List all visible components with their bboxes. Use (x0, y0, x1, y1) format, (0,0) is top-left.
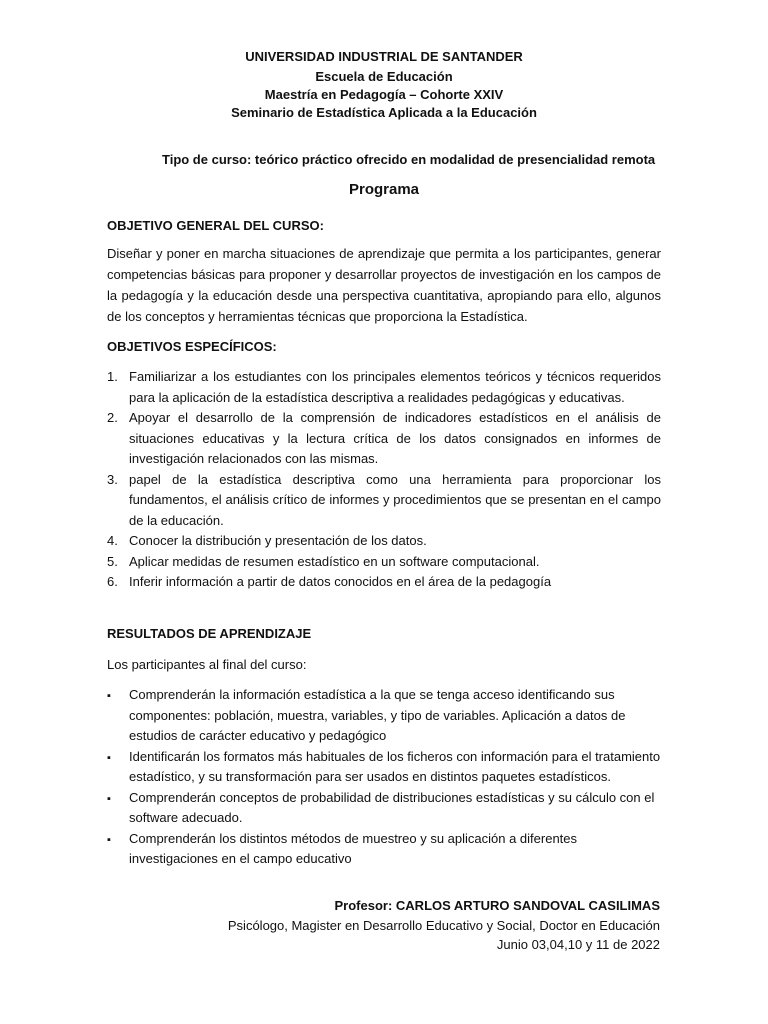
seminar-name: Seminario de Estadística Aplicada a la Educación (231, 105, 537, 120)
list-item-text: papel de la estadística descriptiva como una herramienta para proporcionar los fundamentos, el análisis crítico de informes y procedimientos que se presentan en el campo de la educación. (129, 471, 661, 528)
list-item-text: Comprenderán la información estadística a la que se tenga acceso identificando sus componentes: población, muestra, variables, y tipo de variables. Aplicación a datos de estudios de carácter educativo y pedagógico (129, 687, 626, 743)
professor-credentials: Psicólogo, Magister en Desarrollo Educativo y Social, Doctor en Educación (227, 917, 660, 933)
list-number: 2. (107, 410, 118, 425)
list-item (107, 367, 661, 408)
course-dates: Junio 03,04,10 y 11 de 2022 (496, 937, 660, 952)
list-item-text: Comprenderán los distintos métodos de muestreo y su aplicación a diferentes investigaciones en el campo educativo (129, 830, 578, 866)
program-name: Maestría en Pedagogía – Cohorte XXIV (264, 87, 504, 102)
list-item-text: Aplicar medidas de resumen estadístico en un software computacional. (129, 553, 540, 569)
list-number: 5. (107, 553, 118, 569)
document-header (0, 48, 768, 122)
program-title: Programa (348, 181, 420, 198)
list-number: 3. (107, 471, 118, 487)
list-item (107, 572, 661, 593)
specific-objectives-list (107, 367, 661, 593)
bullet-icon: ▪ (107, 833, 111, 846)
list-item (107, 408, 661, 470)
bullet-icon: ▪ (107, 690, 111, 702)
list-number: 6. (107, 574, 118, 589)
list-item (107, 829, 661, 870)
list-item-text: Apoyar el desarrollo de la comprensión de indicadores estadísticos en el análisis de situaciones educativas y la lectura crítica de los datos consignados en informes de investigación relacionados con las mismas. (129, 410, 661, 466)
list-item (107, 470, 661, 532)
learning-outcomes-heading: RESULTADOS DE APRENDIZAJE (107, 626, 312, 641)
general-objective-heading: OBJETIVO GENERAL DEL CURSO: (107, 218, 324, 233)
specific-objectives-heading: OBJETIVOS ESPECÍFICOS: (107, 339, 277, 354)
list-item-text: Comprenderán conceptos de probabilidad de distribuciones estadísticas y su cálculo con el software adecuado. (129, 789, 655, 825)
school-name: Escuela de Educación (315, 69, 453, 84)
list-number: 1. (107, 369, 118, 384)
learning-outcomes-intro: Los participantes al final del curso: (107, 657, 307, 672)
course-type: Tipo de curso: teórico práctico ofrecido en modalidad de presencialidad remota (162, 152, 656, 167)
list-item-text: Familiarizar a los estudiantes con los principales elementos teóricos y técnicos requeridos para la aplicación de la estadística descriptiva a realidades pedagógicas y educativas. (129, 369, 661, 405)
list-item (107, 685, 661, 747)
list-item (107, 788, 661, 829)
signature-block (228, 896, 660, 955)
list-item-text: Conocer la distribución y presentación de los datos. (129, 533, 427, 548)
list-number: 4. (107, 533, 118, 548)
professor-name: Profesor: CARLOS ARTURO SANDOVAL CASILIMAS (334, 898, 660, 913)
general-objective-text: Diseñar y poner en marcha situaciones de aprendizaje que permita a los participantes, generar competencias básicas para proponer y desarrollar proyectos de investigación en los campos de la pedagogía y la educación desde una perspectiva cuantitativa, apropiando para ello, algunos de los conceptos y herramientas técnicas que proporciona la Estadística. (107, 246, 661, 324)
list-item-text: Identificarán los formatos más habituales de los ficheros con información para el tratamiento estadístico, y su transformación para ser usados en distintos paquetes estadísticos. (129, 748, 661, 784)
learning-outcomes-list (107, 685, 661, 870)
bullet-icon: ▪ (107, 792, 111, 805)
university-name: UNIVERSIDAD INDUSTRIAL DE SANTANDER (245, 49, 523, 64)
list-item (107, 531, 661, 552)
list-item (107, 552, 661, 573)
list-item (107, 747, 661, 788)
bullet-icon: ▪ (107, 751, 111, 764)
list-item-text: Inferir información a partir de datos conocidos en el área de la pedagogía (129, 574, 552, 589)
